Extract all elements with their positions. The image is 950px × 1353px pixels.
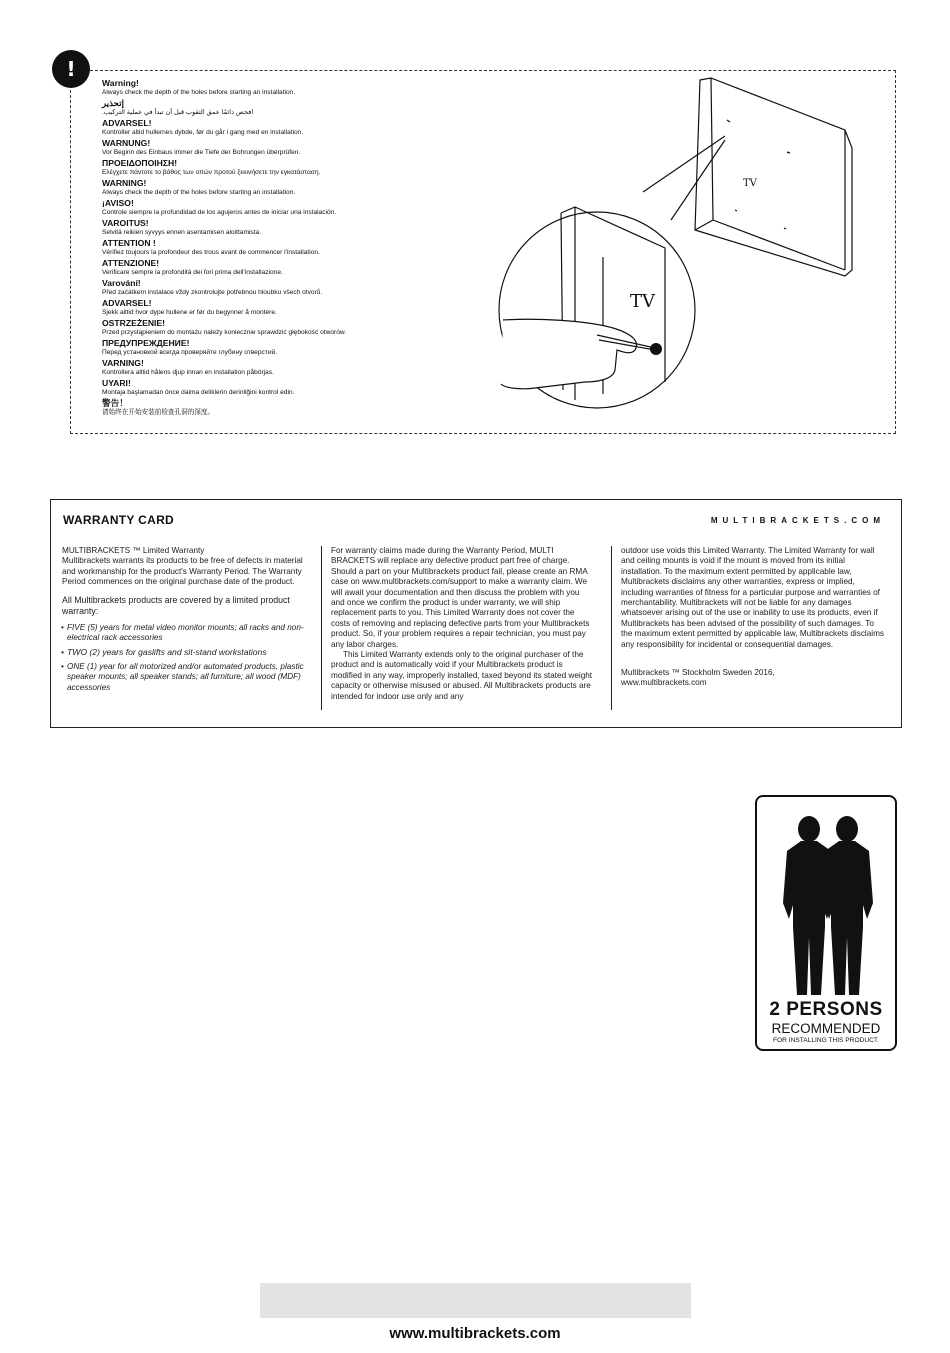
warranty-column-2 — [331, 546, 593, 702]
warranty-disclaimer-text: outdoor use voids this Limited Warranty. The Limited Warranty for wall and ceiling mounts is void if the mount is moved from its initial installation. To the maximum extent permitted by applicable law, Multibrackets disclaims any other warranties, express or implied, including warranties of fitness for a particular purpose and warranties of merchantability. Multibrackets will not be liable for any damages whatsoever arising out of the use or inability to use its products, even if Multibrackets has been advised of the possibility of such damages. To the maximum extent permitted by applicable law, Multibrackets disclaims any responsibility for incidental or consequential damages. — [621, 546, 885, 649]
warning-entry — [102, 138, 492, 158]
warning-text: Montaja başlamadan önce daima deliklerin derinliğini kontrol edin. — [102, 389, 295, 396]
warning-text: Vérifiez toujours la profondeur des trous avant de commencer l'installation. — [102, 249, 320, 256]
footer-bar — [260, 1283, 691, 1318]
tv-label-large: TV — [630, 291, 656, 312]
warning-title: ADVARSEL! — [102, 118, 152, 128]
warning-list — [102, 78, 492, 418]
warranty-heading: MULTIBRACKETS ™ Limited Warranty — [62, 546, 205, 555]
two-persons-icon — [771, 807, 883, 997]
footer-url[interactable]: www.multibrackets.com — [389, 1325, 561, 1342]
warranty-card-site: MULTIBRACKETS.COM — [710, 516, 885, 525]
warning-text: 请始终在开始安装前检查孔洞的深度。 — [102, 409, 215, 416]
warning-entry — [102, 98, 492, 118]
warranty-company: Multibrackets ™ Stockholm Sweden 2016, — [621, 668, 775, 678]
warranty-extent-text: This Limited Warranty extends only to the original purchaser of the product and is automatically void if your Multibrackets product is modified in any way, improperly installed, taxed beyond its stated weight capacity or otherwise misused or abused. All Multibrackets products are intended for indoor use only and any — [331, 650, 593, 701]
warning-entry — [102, 278, 492, 298]
warning-title: UYARI! — [102, 378, 131, 388]
warning-title: ΠΡΟΕΙΔΟΠΟΙΗΣΗ! — [102, 158, 178, 168]
two-persons-badge — [755, 795, 897, 1051]
warning-title: OSTRZEŻENIE! — [102, 318, 166, 328]
warranty-bullet-two: • TWO (2) years for gaslifts and sit-stand workstations — [62, 647, 312, 657]
warning-text: افحص دائمًا عمق الثقوب قبل أن تبدأ في عملية التركيب. — [102, 109, 254, 116]
warning-text: Vor Beginn des Einbaus immer die Tiefe der Bohrungen überprüfen. — [102, 149, 301, 156]
warning-entry — [102, 198, 492, 218]
warning-text: Controle siempre la profundidad de los agujeros antes de iniciar una instalación. — [102, 209, 337, 216]
warranty-intro: Multibrackets warrants its products to be free of defects in material and workmanship for the product's Warranty Period. The Warranty Period commences on the original purchase date of the product. — [62, 556, 303, 587]
warning-text: Selvitä reikien syvyys ennen asentamisen aloittamista. — [102, 229, 262, 236]
tv-drilling-illustration — [495, 70, 897, 430]
warning-title: ATTENTION ! — [102, 238, 156, 248]
warning-text: Перед установкой всегда проверяйте глубину отверстий. — [102, 349, 278, 356]
warning-text: Always check the depth of the holes before starting an installation. — [102, 89, 296, 96]
warning-entry — [102, 118, 492, 138]
drill-point — [650, 343, 662, 355]
persons-recommended: RECOMMENDED — [771, 1021, 881, 1036]
warning-title: 警告！ — [102, 398, 128, 408]
warning-entry — [102, 358, 492, 378]
warning-entry — [102, 238, 492, 258]
warning-title: ADVARSEL! — [102, 298, 152, 308]
warranty-covered: All Multibrackets products are covered by a limited product warranty: — [62, 594, 290, 616]
warning-title: WARNUNG! — [102, 138, 151, 148]
tv-label-small: TV — [743, 178, 757, 189]
warranty-url[interactable]: www.multibrackets.com — [621, 678, 707, 688]
warning-entry — [102, 398, 492, 418]
warning-text: Verificare sempre la profondità dei fori prima dell'installazione. — [102, 269, 283, 276]
warning-entry — [102, 378, 492, 398]
warning-title: Warning! — [102, 78, 139, 88]
warning-title: ATTENZIONE! — [102, 258, 160, 268]
warning-entry — [102, 78, 492, 98]
warranty-bullet-one: • ONE (1) year for all motorized and/or automated products, plastic speaker mounts; all speaker stands; all furniture; all wood (MDF) accessories — [62, 662, 312, 693]
warning-title: WARNING! — [102, 178, 147, 188]
warranty-card — [50, 499, 902, 728]
warning-text: Always check the depth of the holes before starting an installation. — [102, 189, 296, 196]
warning-entry — [102, 178, 492, 198]
warning-text: Kontroller altid hullernes dybde, før du går i gang med en installation. — [102, 129, 304, 136]
warning-title: ¡AVISO! — [102, 198, 134, 208]
warranty-column-3 — [621, 546, 885, 689]
warning-entry — [102, 218, 492, 238]
column-divider — [611, 546, 612, 710]
warning-title: ПРЕДУПРЕЖДЕНИЕ! — [102, 338, 190, 348]
persons-number: 2 PERSONS — [769, 999, 883, 1020]
persons-note: FOR INSTALLING THIS PRODUCT. — [772, 1037, 879, 1044]
warranty-claims-text: For warranty claims made during the Warranty Period, MULTI BRACKETS will replace any defective product part free of charge. Should a part on your Multibrackets product fail, please create an RMA case on www.multibrackets.com/support to make a warranty claim. We will await your documentation and then discuss the problem with you and once we confirm the product is under warranty, we will ship replacement parts to you. This Limited Warranty does not cover the costs of removing and replacing defective parts from your Multibrackets product. So, if your problem requires a repair technician, you must pay any labor charges. — [331, 546, 590, 649]
warranty-column-1 — [62, 546, 312, 697]
warranty-bullet-five: • FIVE (5) years for metal video monitor mounts; all racks and non-electrical rack accessories — [62, 623, 312, 644]
warning-title: VAROITUS! — [102, 218, 149, 228]
warning-entry — [102, 298, 492, 318]
warning-entry — [102, 258, 492, 278]
warning-text: Před začátkem instalace vždy zkontrolujte potřebnou hloubku všech otvorů. — [102, 289, 323, 296]
warning-text: Kontrollera alltid hålens djup innan en installation påbörjas. — [102, 369, 274, 376]
warning-text: Sjekk alltid hvor dype hullene er før du begynner å montere. — [102, 309, 277, 316]
column-divider — [321, 546, 322, 710]
warning-text: Ελέγχετε πάντοτε το βάθος των οπών πρoτού ξεκινήσετε την εγκατάσταση. — [102, 169, 321, 176]
warning-title: Varování! — [102, 278, 141, 288]
warning-title: VARNING! — [102, 358, 144, 368]
warning-icon: ! — [52, 50, 90, 88]
warning-entry — [102, 318, 492, 338]
warranty-card-title: WARRANTY CARD — [63, 513, 175, 527]
warning-text: Przed przystąpieniem do montażu należy koniecznie sprawdzić głębokość otworów. — [102, 329, 347, 336]
warning-entry — [102, 158, 492, 178]
warning-entry — [102, 338, 492, 358]
warning-title: إتحذير — [102, 98, 124, 108]
